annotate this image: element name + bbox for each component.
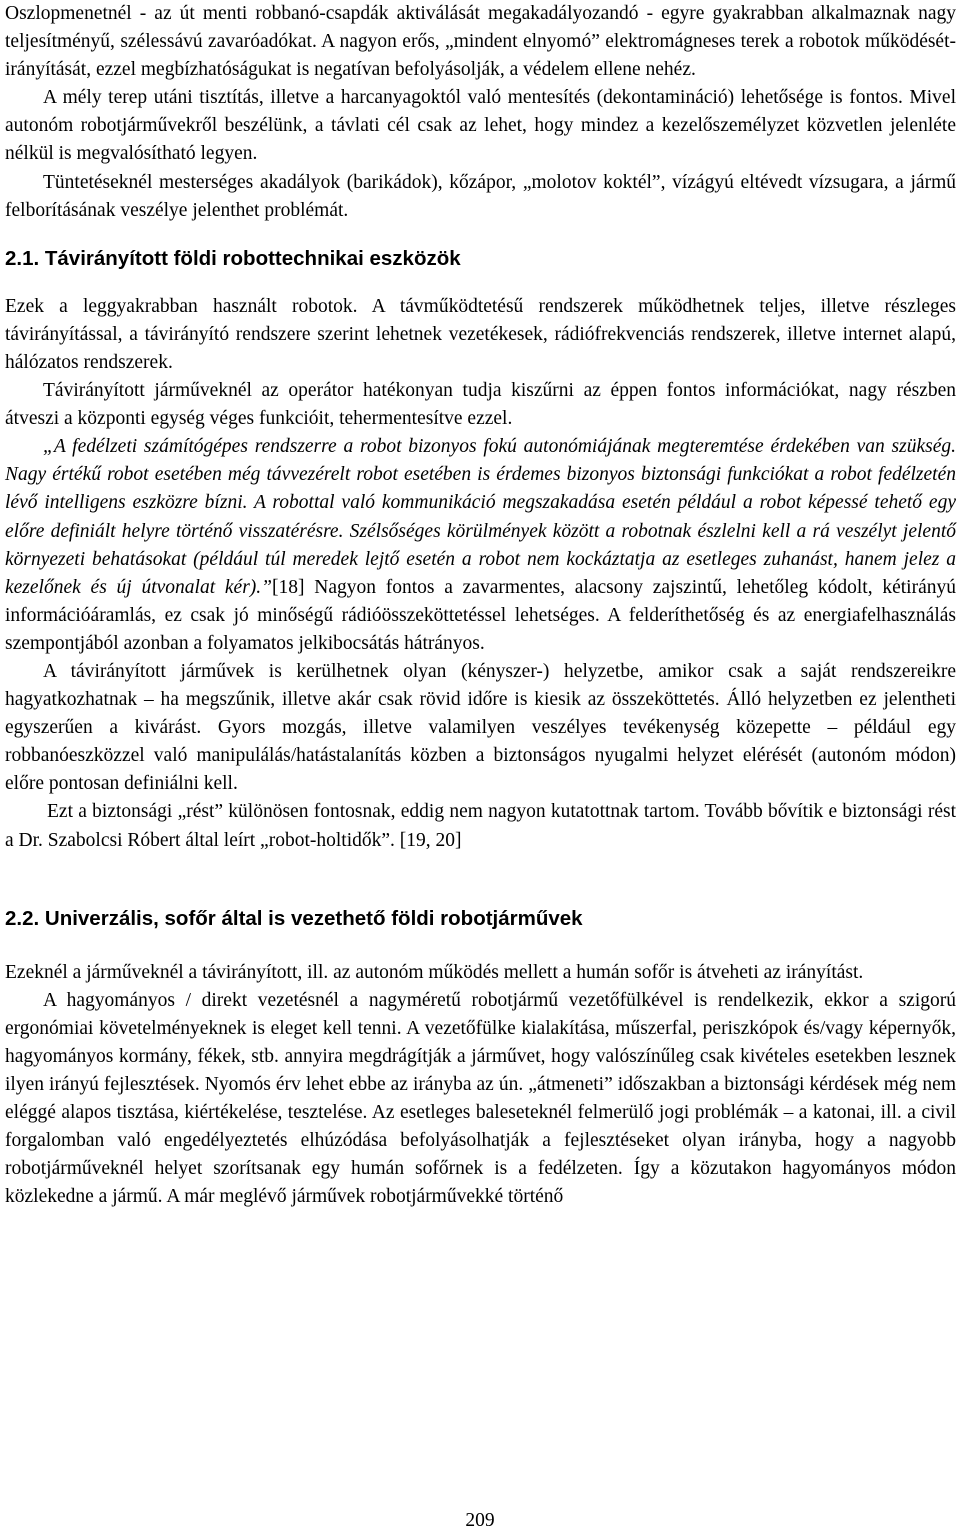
paragraph-convoy-jamming: Oszlopmenetnél - az út menti robbanó-csapdák aktiválását megakadályozandó - egyre gyakrabban alkalmaznak nagy teljesítményű, szélessávú zavaróadókat. A nagyon erős, „mindent elnyomó” elektromágneses terek a robotok működését-irányítását, ezzel megbízhatóságukat is negatívan befolyásolják, a védelem ellene nehéz. [5, 3, 956, 81]
page-number: 209 [465, 1510, 495, 1531]
document-page [5, 0, 956, 1211]
paragraph-demonstrations: Tüntetéseknél mesterséges akadályok (barikádok), kőzápor, „molotov koktél”, vízágyú eltévedt vízsugara, a jármű felborításának veszélye jelenthet problémát. [5, 171, 956, 221]
section-heading-2-1: 2.1. Távirányított földi robottechnikai eszközök [5, 246, 461, 270]
paragraph-safety-gap: Ezt a biztonsági „rést” különösen fontosnak, eddig nem nagyon kutatottnak tartom. Tovább bővítik e biztonsági rést a Dr. Szabolcsi Róbert által leírt „robot-holtidők”. [19, 20] [5, 801, 956, 851]
paragraph-onboard-computer-rest: [18] Nagyon fontos a zavarmentes, alacsony zajszintű, lehetőleg kódolt, kétirányú információáramlás, ez csak jó minőségű rádióösszeköttetéssel lehetséges. A felderíthetőség és az energiafelhasználás szempontjából azonban a folyamatos jelkibocsátás hátrányos. [5, 576, 956, 654]
paragraph-forced-situation: A távirányított járművek is kerülhetnek olyan (kényszer-) helyzetbe, amikor csak a saját rendszereikre hagyatkozhatnak – ha megszűnik, illetve akár csak rövid időre is kiesik az összeköttetés. Álló helyzetben ez jelentheti egyszerűen a kivárást. Gyors mozgás, illetve valamilyen veszélyes tevékenység közepette – például egy robbanóeszközzel való manipulálás/hatástalanítás közben a biztonságos nyugalmi helyzet elérését (autonóm módon) előre pontosan definiálni kell. [5, 660, 956, 795]
paragraph-direct-driving: A hagyományos / direkt vezetésnél a nagyméretű robotjármű vezetőfülkével is rendelkezik, ekkor a szigorú ergonómiai követelményeknek is eleget kell tenni. A vezetőfülke kialakítása, műszerfal, periszkópok és/vagy képernyők, hagyományos kormány, fékek, stb. annyira megdrágítják a járművet, hogy valószínűleg csak kivételes esetekben lesznek ilyen irányú fejlesztések. Nyomós érv lehet ebbe az irányba az ún. „átmeneti” időszakban a biztonsági kérdések még nem eléggé alapos tisztása, kiértékelése, tesztelése. Az esetleges baleseteknél felmerülő jogi problémák – a katonai, ill. a civil forgalomban való engedélyeztetés elhúzódása befolyásolhatják a fejlesztéseket olyan irányba, hogy a nagyobb robotjárműveknél helyet szorítsanak egy humán sofőrnek is a fedélzeten. Így a közutakon hagyományos módon közlekedne a jármű. A már meglévő járművek robotjárművekké történő [5, 989, 956, 1208]
paragraph-human-driver: Ezeknél a járműveknél a távirányított, ill. az autonóm működés mellett a humán sofőr is átveheti az irányítást. [5, 961, 864, 983]
paragraph-remote-robots: Ezek a leggyakrabban használt robotok. A távműködtetésű rendszerek működhetnek teljes, illetve részleges távirányítással, a távirányító rendszere szerint lehetnek vezetékesek, rádiófrekvenciás rendszerek, illetve internet alapú, hálózatos rendszerek. [5, 295, 956, 373]
paragraph-operator: Távirányított járműveknél az operátor hatékonyan tudja kiszűrni az éppen fontos információkat, nagy részben átveszi a központi egység véges funkcióit, tehermentesítve ezzel. [5, 380, 956, 430]
italic-quote: „A fedélzeti számítógépes rendszerre a robot bizonyos fokú autonómiájának megteremtése érdekében van szükség. Nagy értékű robot esetében még távvezérelt robot esetében is érdemes bizonyos biztonsági funkciókat a robot fedélzetén lévő intelligens eszközre bízni. A robottal való kommunikáció megszakadása esetén például a robot képessé tehető egy előre definiált helyre történő visszatérésre. Szélsőséges körülmények között a robotnak észlelni kell a rá veszélyt jelentő környezeti behatásokat (például túl meredek lejtő esetén a robot nem kockáztatja az esetleges zuhanást, hanem jelez a kezelőnek és új útvonalat kér).” [5, 436, 956, 598]
paragraph-onboard-computer [5, 433, 956, 658]
section-heading-2-2: 2.2. Univerzális, sofőr által is vezethető földi robotjárművek [5, 906, 583, 930]
paragraph-decontamination: A mély terep utáni tisztítás, illetve a harcanyagoktól való mentesítés (dekontamináció) lehetősége is fontos. Mivel autonóm robotjárművekről beszélünk, a távlati cél csak az lehet, hogy mindez a kezelőszemélyzet közvetlen jelenléte nélkül is megvalósítható legyen. [5, 87, 956, 165]
